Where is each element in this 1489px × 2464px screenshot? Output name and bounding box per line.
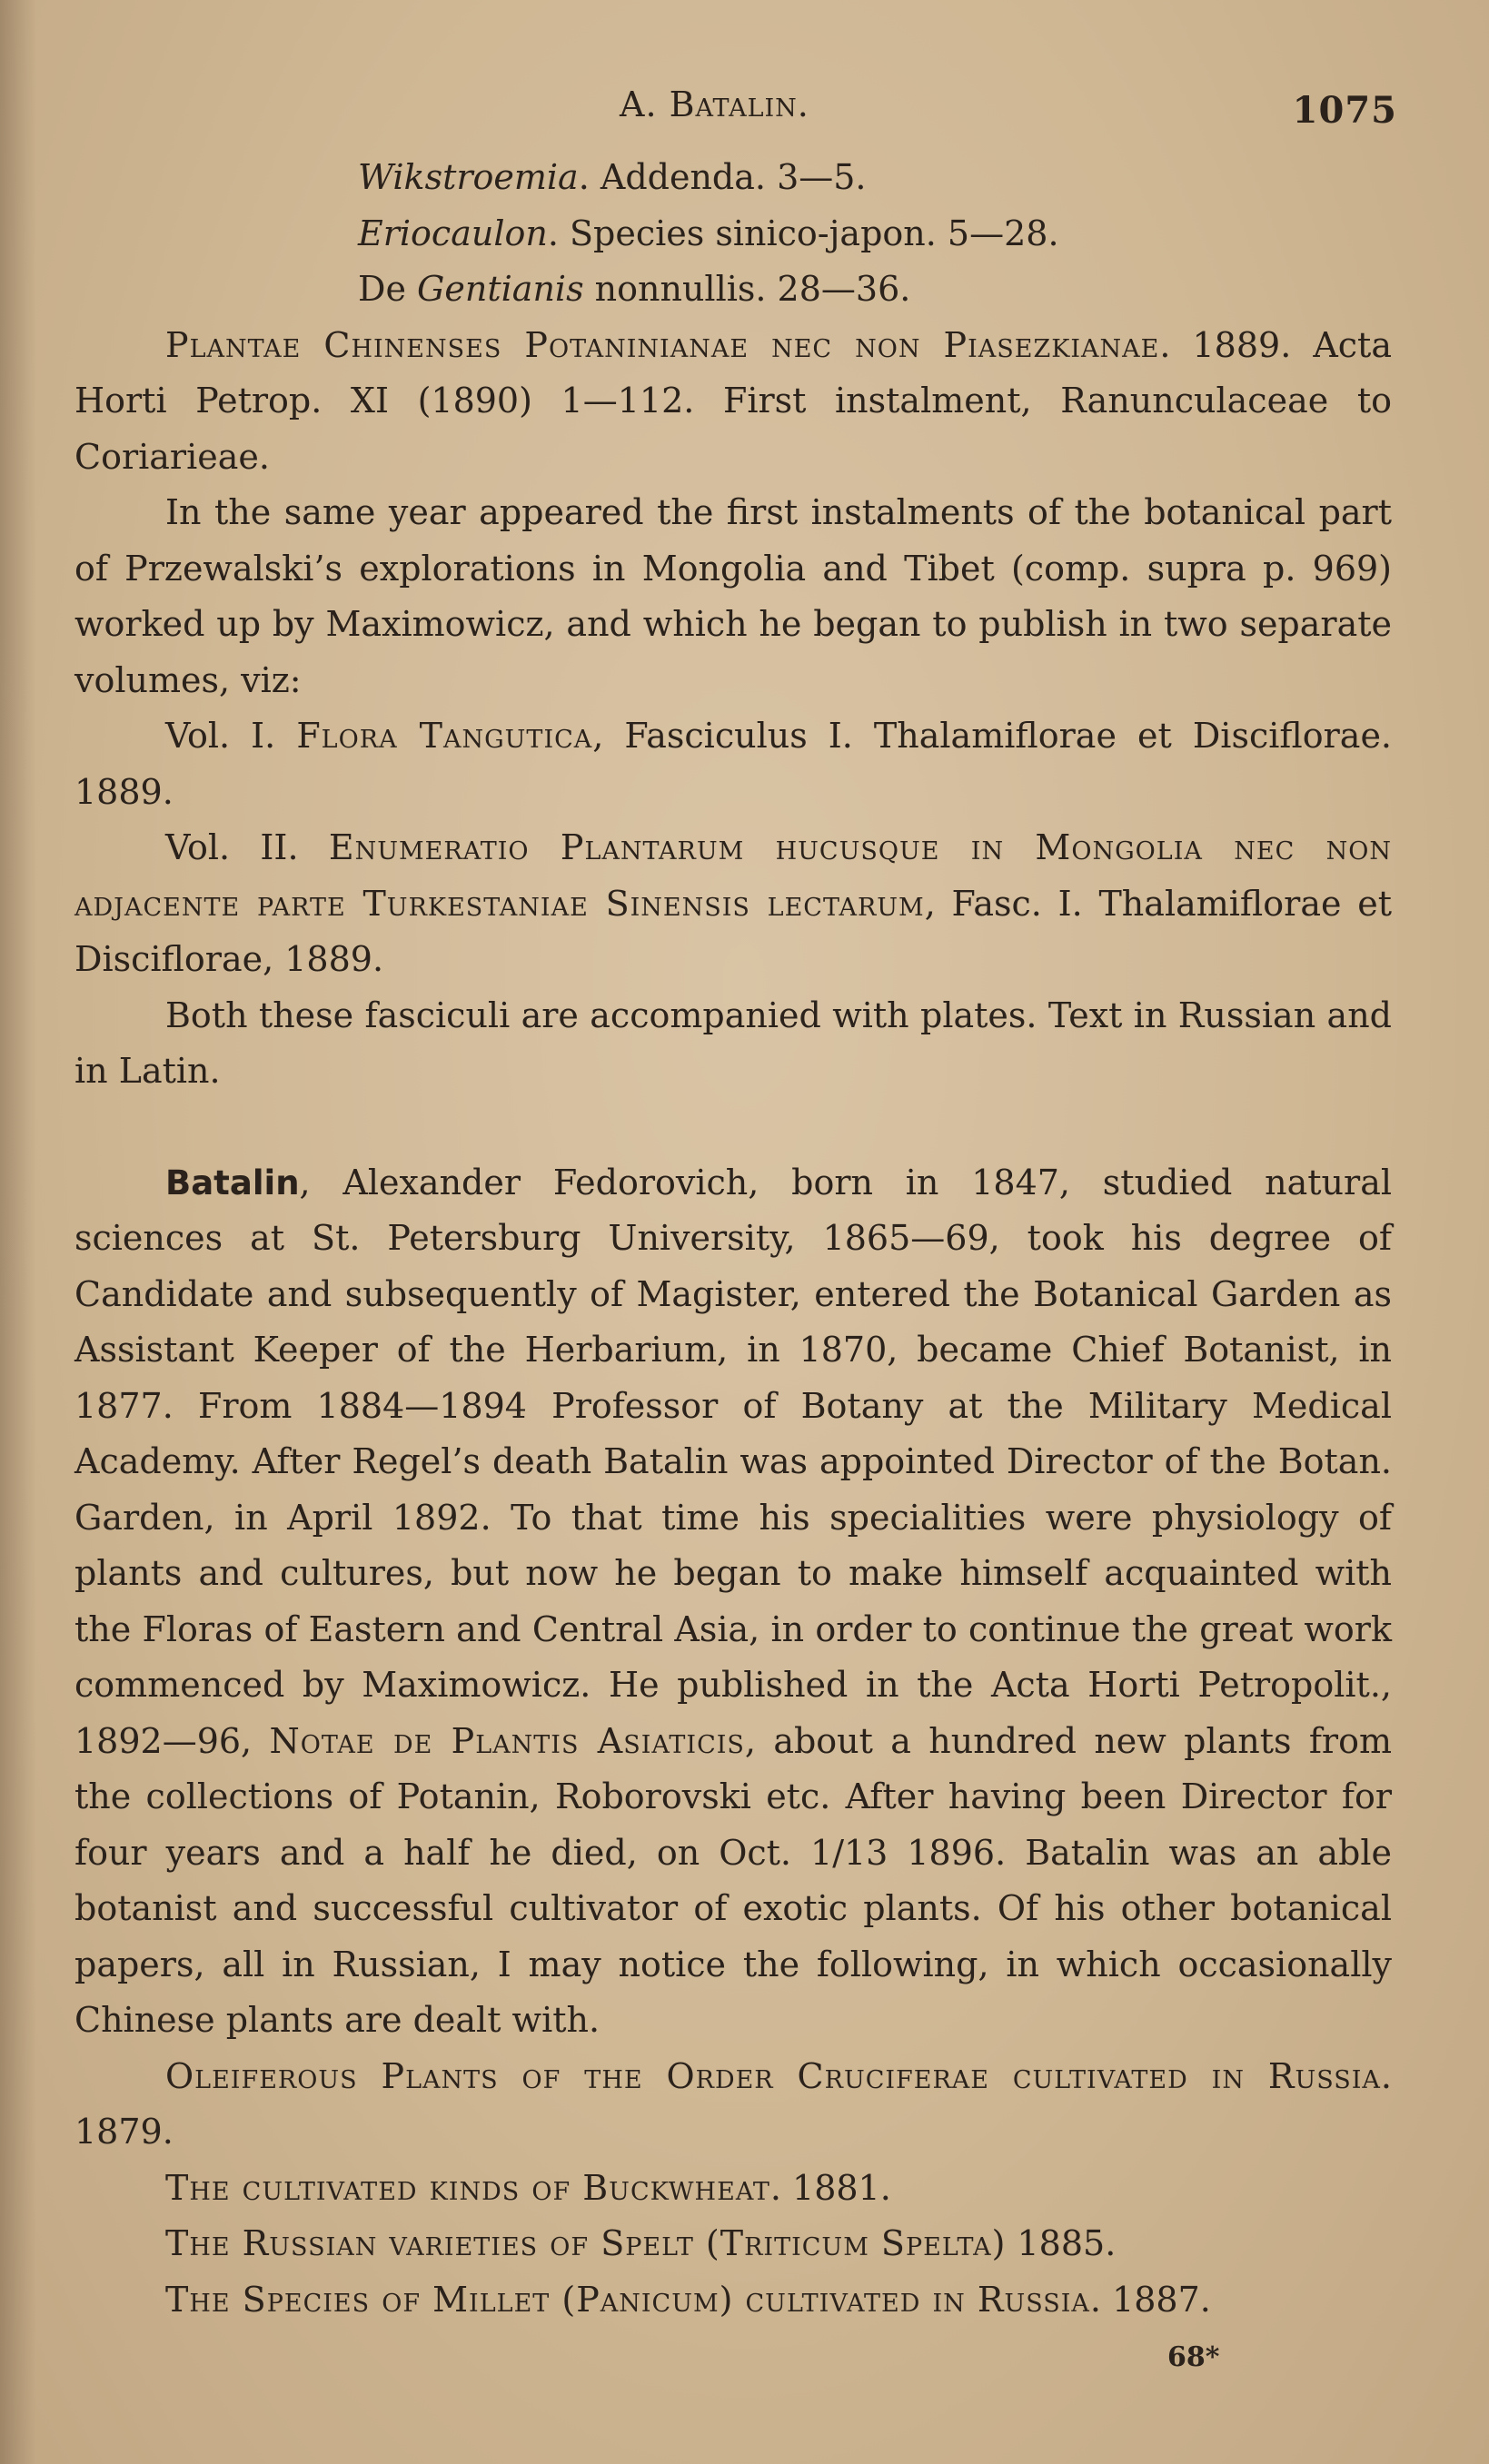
bio-name: Batalin <box>165 1163 300 1202</box>
work-title: Oleiferous Plants of the Order Cruciferae cultivated in Russia <box>165 2055 1381 2096</box>
plantae-details: . 1889. Acta Horti Petrop. XI (1890) 1—112. First instalment, Ranunculaceae to Coriarieae. <box>74 324 1392 477</box>
vol1-entry <box>74 708 1392 820</box>
both-fasciculi-paragraph: Both these fasciculi are accompanied with plates. Text in Russian and in Latin. <box>74 995 1392 1091</box>
addenda-line-3 <box>74 262 1392 318</box>
addenda-genus: Gentianis <box>417 269 584 309</box>
vol1-title: Flora Tangutica <box>296 716 593 756</box>
vol2-details: , Fasc. I. Thalamiflorae et Disciflorae, 1889. <box>74 883 1392 979</box>
work-title: The Russian varieties of Spelt (Triticum Spelta) <box>165 2223 1007 2263</box>
text-column <box>74 77 1397 2328</box>
work-entry-oleiferous <box>74 2049 1392 2161</box>
work-title: The Species of Millet (Panicum) cultivated in Russia <box>165 2279 1090 2320</box>
notae-title: Notae de Plantis Asiaticis <box>269 1720 745 1761</box>
addenda-line-1 <box>74 150 1392 206</box>
plantae-title: Plantae Chinenses Potaninianae nec non Piasezkianae <box>165 324 1160 365</box>
addenda-text: nonnullis. 28—36. <box>583 269 911 309</box>
vol2-title: Enumeratio Plantarum hucusque in Mongolia nec non adjacente parte Turkestaniae Sinensis lectarum <box>74 827 1392 924</box>
vol1-prefix: Vol. I. <box>165 716 297 756</box>
bio-text-part-2: , about a hundred new plants from the collections of Potanin, Roborovski etc. After having been Director for four years and a half he died, on Oct. 1/13 1896. Batalin was an able botanist and successful cultivator of exotic plants. Of his other botanical papers, all in Russian, I may notice the following, in which occasionally Chinese plants are dealt with. <box>74 1720 1393 2040</box>
work-year: . 1879. <box>74 2055 1392 2152</box>
vol2-prefix: Vol. II. <box>165 827 329 867</box>
page-header <box>74 77 1397 150</box>
work-entry-buckwheat <box>74 2161 1392 2217</box>
signature-mark: 68* <box>1167 2341 1220 2373</box>
addenda-line-2 <box>74 206 1392 262</box>
bio-text-part-1: , Alexander Fedorovich, born in 1847, studied natural sciences at St. Petersburg University, 1865—69, took his degree of Candidate and subsequently of Magister, entered the Botanical Garden as Assistant Keeper of the Herbarium, in 1870, became Chief Botanist, in 1877. From 1884—1894 Professor of Botany at the Military Medical Academy. After Regel’s death Batalin was appointed Director of the Botan. Garden, in April 1892. To that time his specialities were physiology of plants and cultures, but now he began to make himself acquainted with the Floras of Eastern and Central Asia, in order to continue the great work commenced by Maximowicz. He published in the Acta Horti Petropolit., 1892—96, <box>74 1162 1392 1761</box>
page-number: 1075 <box>1292 89 1397 132</box>
work-year: 1885. <box>1006 2223 1117 2263</box>
page-gutter-shadow <box>0 0 36 2464</box>
work-entry-millet <box>74 2272 1392 2329</box>
same-year-paragraph: In the same year appeared the first instalments of the botanical part of Przewalski’s explorations in Mongolia and Tibet (comp. supra p. 969) worked up by Maximowicz, and which he began to publish in two separate volumes, viz: <box>74 492 1392 700</box>
addenda-genus: Wikstroemia <box>358 157 579 197</box>
work-title: The cultivated kinds of Buckwheat <box>165 2167 770 2208</box>
section-gap <box>74 1100 1392 1155</box>
batalin-biography <box>74 1155 1392 2049</box>
addenda-text: . Addenda. 3—5. <box>578 157 867 197</box>
plantae-chinenses-entry <box>74 318 1392 486</box>
work-year: . 1881. <box>769 2167 891 2208</box>
vol2-entry <box>74 820 1392 988</box>
vol1-details: , Fasciculus I. Thalamiflorae et Disciflorae. 1889. <box>74 716 1393 812</box>
addenda-prefix: De <box>358 269 418 309</box>
addenda-text: . Species sinico-japon. 5—28. <box>547 213 1059 253</box>
running-head: A. Batalin. <box>620 84 809 124</box>
work-year: . 1887. <box>1089 2279 1211 2320</box>
work-entry-spelt <box>74 2216 1392 2272</box>
addenda-genus: Eriocaulon <box>358 213 548 253</box>
